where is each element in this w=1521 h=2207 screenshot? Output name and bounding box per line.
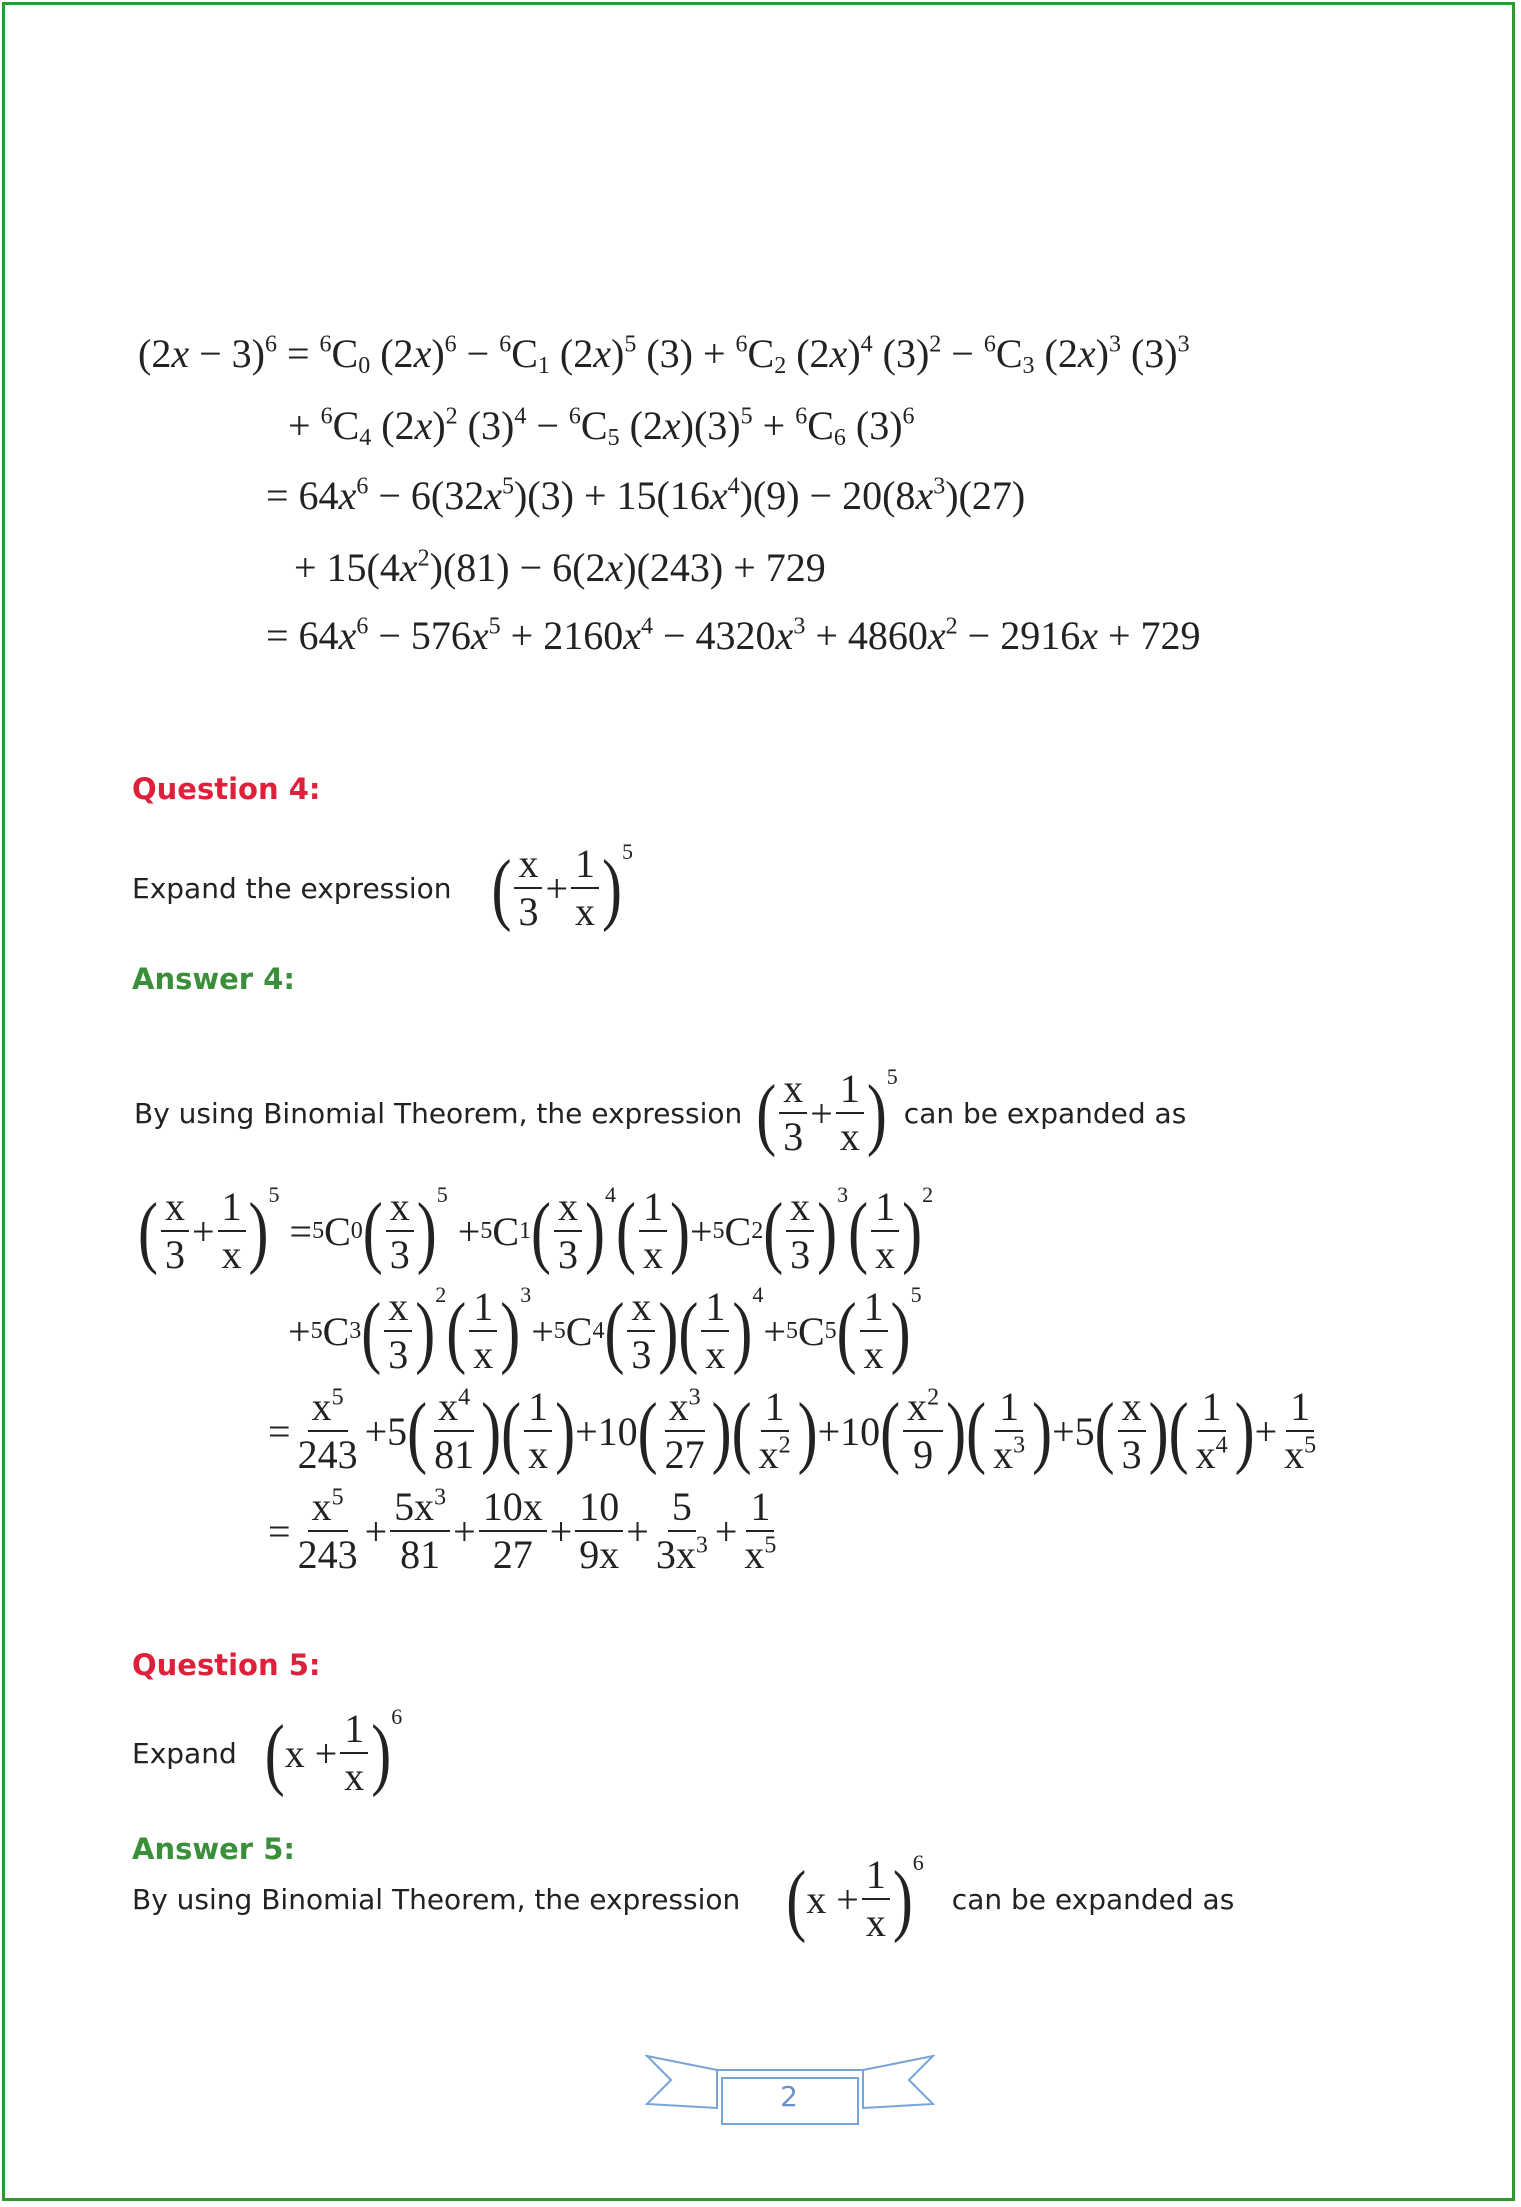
question-5-prompt: Expand [132, 1736, 237, 1770]
question-4-prompt: Expand the expression [132, 871, 452, 905]
a4-line-1: ( $\frac{x}{3}$ + $\frac{1}{x}$ ) 5 = 5 C 0 ( $\frac{x}{3}$ ) 5 + 5 C 1 ( $\frac{x}{3}$ ) 4 ( $\frac{1}{x}$ ) + 5 C 2 ( $\frac{x}{3}$ ) 3 ( $\frac{1}{x}$ ) 2 [138, 1182, 934, 1277]
question-5-expression: ( x + $\frac{1}{x}$ ) 6 [264, 1704, 403, 1799]
question-4-text [132, 839, 634, 934]
answer-5-intro [132, 1850, 1235, 1945]
answer-4-intro [134, 1064, 1187, 1159]
question-4-expression: ( $\frac{x}{3}$ + $\frac{1}{x}$ ) 5 [491, 839, 634, 934]
question-5-text [132, 1704, 403, 1799]
a4-line-3: = $\frac{x^5}{243}$ +5 ( $\frac{x^4}{81}$ ) ( $\frac{1}{x}$ ) +10 ( $\frac{x^3}{27}$ ) ( $\frac{1}{x^2}$ ) +10 ( $\frac{x^2}{9}$ ) ( $\frac{1}{x^3}$ ) +5 ( $\frac{x}{3}$ ) ( $\frac{1}{x^4}$ ) + $\frac{1}{x^5}$ [268, 1384, 1317, 1477]
q3-line-3: = $64x^6 - 6(32x^5)(3) + 15(16x^4)(9) - 20(8x^3)(27)$ [266, 473, 1026, 518]
answer-5-intro-before: By using Binomial Theorem, the expression [132, 1882, 741, 1916]
answer-5-intro-after: can be expanded as [951, 1882, 1235, 1916]
a4-line-4: = $\frac{x^5}{243}$ + $\frac{5x^3}{81}$ + $\frac{10x}{27}$ + $\frac{10}{9x}$ + $\frac{5}{3x^3}$ + $\frac{1}{x^5}$ [268, 1484, 777, 1577]
q3-line-5: = $64x^6 - 576x^5 + 2160x^4 - 4320x^3 + 4860x^2 - 2916x + 729$ [266, 613, 1201, 658]
q3-line-1: $(2x - 3)^6 = ^6C_0$ $(2x)^6 - ^6C_1$ $(2x)^5$ $(3) + ^6C_2$ $(2x)^4$ $(3)^2 - ^6C_3$ $(2x)^3$ $(3)^3$ [138, 331, 1190, 379]
answer-5-heading: Answer 5: [132, 1832, 295, 1866]
q3-line-2: + $^6C_4$ $(2x)^2$ $(3)^4 - ^6C_5$ $(2x)(3)^5 + ^6C_6$ $(3)^6$ [288, 403, 915, 451]
question-5-heading: Question 5: [132, 1648, 321, 1682]
question-4-heading: Question 4: [132, 772, 321, 806]
answer-4-intro-after: can be expanded as [903, 1096, 1187, 1130]
answer-4-intro-before: By using Binomial Theorem, the expression [134, 1096, 743, 1130]
page-number: 2 [780, 2080, 798, 2113]
answer-4-heading: Answer 4: [132, 962, 295, 996]
answer-4-intro-expression: ( $\frac{x}{3}$ + $\frac{1}{x}$ ) 5 [756, 1064, 898, 1159]
a4-line-2: + 5 C 3 ( $\frac{x}{3}$ ) 2 ( $\frac{1}{x}$ ) 3 + 5 C 4 ( $\frac{x}{3}$ ) ( $\frac{1}{x}$ ) 4 + 5 C 5 ( $\frac{1}{x}$ ) 5 [288, 1282, 922, 1377]
answer-5-intro-expression: ( x + $\frac{1}{x}$ ) 6 [786, 1850, 924, 1945]
q3-line-4: + $15(4x^2)(81) - 6(2x)(243) + 729$ [294, 545, 826, 590]
